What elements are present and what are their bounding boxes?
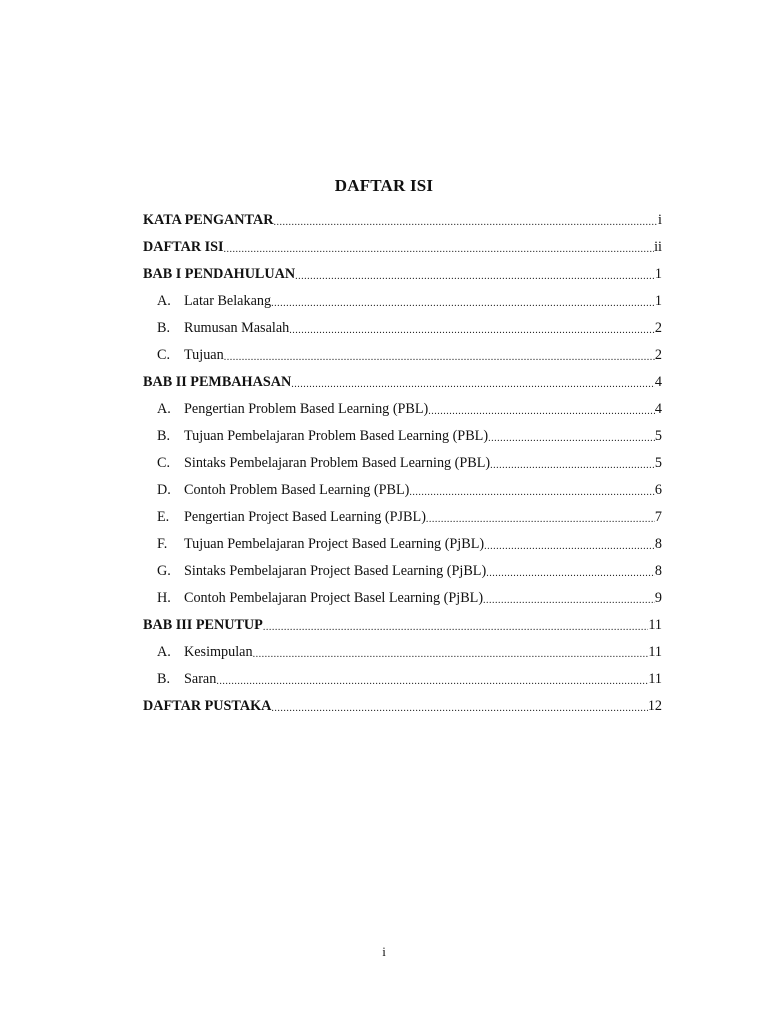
toc-entry-letter: A. xyxy=(157,401,171,417)
toc-page-number: 12 xyxy=(647,698,662,714)
toc-entry-label xyxy=(143,239,224,256)
toc-dot-leader xyxy=(273,218,658,228)
toc-dot-leader xyxy=(263,623,649,633)
toc-entry-label xyxy=(143,617,263,634)
toc-subsection-entry xyxy=(143,315,662,342)
toc-entry-label xyxy=(157,482,409,499)
toc-dot-leader xyxy=(253,650,649,660)
toc-entry-label xyxy=(143,698,271,715)
toc-dot-leader xyxy=(289,326,655,336)
toc-entry-title: Sintaks Pembelajaran Problem Based Learning (PBL) xyxy=(184,455,491,471)
toc-dot-leader xyxy=(488,434,655,444)
toc-page-number: 5 xyxy=(654,455,662,471)
toc-entry-title: BAB I PENDAHULUAN xyxy=(143,266,296,282)
toc-chapter-entry xyxy=(143,693,662,720)
toc-entry-label xyxy=(143,212,273,229)
toc-subsection-entry xyxy=(143,342,662,369)
toc-subsection-entry xyxy=(143,288,662,315)
toc-entry-label xyxy=(157,320,289,337)
toc-entry-label xyxy=(157,536,484,553)
toc-entry-title: Rumusan Masalah xyxy=(184,320,290,336)
toc-chapter-entry xyxy=(143,234,662,261)
toc-page-number: 4 xyxy=(654,374,662,390)
toc-entry-label xyxy=(157,293,271,310)
toc-entry-letter: B. xyxy=(157,320,171,336)
toc-chapter-entry xyxy=(143,261,662,288)
toc-entry-title: Kesimpulan xyxy=(184,644,253,660)
toc-subsection-entry xyxy=(143,585,662,612)
toc-dot-leader xyxy=(490,461,655,471)
toc-dot-leader xyxy=(271,299,655,309)
toc-entry-title: Tujuan Pembelajaran Problem Based Learning (PBL) xyxy=(184,428,489,444)
footer-page-number: i xyxy=(382,944,386,959)
toc-chapter-entry xyxy=(143,207,662,234)
toc-subsection-entry xyxy=(143,666,662,693)
toc-entry-letter: H. xyxy=(157,590,171,606)
toc-subsection-entry xyxy=(143,558,662,585)
toc-entry-label xyxy=(157,428,488,445)
toc-page-number: 1 xyxy=(654,293,662,309)
toc-entry-letter: C. xyxy=(157,347,171,363)
toc-entry-letter: G. xyxy=(157,563,171,579)
toc-page-number: 9 xyxy=(654,590,662,606)
toc-dot-leader xyxy=(483,596,655,606)
toc-page-number: 6 xyxy=(654,482,662,498)
toc-chapter-entry xyxy=(143,612,662,639)
toc-entry-title: DAFTAR ISI xyxy=(143,239,224,255)
table-of-contents xyxy=(143,207,662,720)
toc-entry-title: Tujuan Pembelajaran Project Based Learning (PjBL) xyxy=(184,536,485,552)
toc-chapter-entry xyxy=(143,369,662,396)
toc-dot-leader xyxy=(216,677,648,687)
toc-subsection-entry xyxy=(143,477,662,504)
toc-entry-label xyxy=(157,671,216,688)
toc-dot-leader xyxy=(428,407,655,417)
toc-entry-label xyxy=(157,563,486,580)
toc-entry-label xyxy=(157,401,428,418)
toc-dot-leader xyxy=(426,515,655,525)
toc-dot-leader xyxy=(295,272,655,282)
toc-dot-leader xyxy=(486,569,655,579)
toc-entry-title: BAB III PENUTUP xyxy=(143,617,263,633)
toc-entry-letter: A. xyxy=(157,644,171,660)
toc-subsection-entry xyxy=(143,639,662,666)
toc-page-number: 11 xyxy=(648,644,662,660)
toc-entry-title: Pengertian Problem Based Learning (PBL) xyxy=(184,401,429,417)
toc-entry-letter: B. xyxy=(157,671,171,687)
toc-subsection-entry xyxy=(143,450,662,477)
toc-entry-title: Sintaks Pembelajaran Project Based Learning (PjBL) xyxy=(184,563,487,579)
toc-dot-leader xyxy=(224,353,655,363)
toc-entry-label xyxy=(157,644,253,661)
toc-entry-title: Tujuan xyxy=(184,347,224,363)
toc-subsection-entry xyxy=(143,396,662,423)
toc-dot-leader xyxy=(271,704,647,714)
toc-dot-leader xyxy=(409,488,655,498)
toc-page-number: 11 xyxy=(648,617,662,633)
toc-dot-leader xyxy=(484,542,655,552)
toc-subsection-entry xyxy=(143,423,662,450)
toc-entry-label xyxy=(143,374,291,391)
toc-page-number: 5 xyxy=(654,428,662,444)
page-title: DAFTAR ISI xyxy=(334,176,434,195)
toc-page-number: 2 xyxy=(654,347,662,363)
toc-page-number: 8 xyxy=(654,536,662,552)
toc-page-number: 4 xyxy=(654,401,662,417)
toc-page-number: ii xyxy=(654,239,662,255)
toc-dot-leader xyxy=(291,380,655,390)
toc-entry-label xyxy=(143,266,295,283)
toc-entry-letter: C. xyxy=(157,455,171,471)
toc-entry-letter: F. xyxy=(157,536,168,552)
toc-entry-label xyxy=(157,455,490,472)
toc-entry-label xyxy=(157,509,426,526)
toc-entry-title: Latar Belakang xyxy=(184,293,272,309)
toc-entry-title: KATA PENGANTAR xyxy=(143,212,274,228)
toc-subsection-entry xyxy=(143,504,662,531)
toc-entry-letter: D. xyxy=(157,482,171,498)
toc-entry-title: Saran xyxy=(184,671,217,687)
toc-entry-letter: B. xyxy=(157,428,171,444)
toc-entry-title: Contoh Problem Based Learning (PBL) xyxy=(184,482,410,498)
toc-page-number: 8 xyxy=(654,563,662,579)
toc-page-number: 7 xyxy=(654,509,662,525)
toc-page-number: i xyxy=(658,212,662,228)
toc-entry-letter: E. xyxy=(157,509,170,525)
toc-entry-title: DAFTAR PUSTAKA xyxy=(143,698,272,714)
toc-dot-leader xyxy=(224,245,655,255)
toc-entry-letter: A. xyxy=(157,293,171,309)
toc-entry-title: Contoh Pembelajaran Project Basel Learning (PjBL) xyxy=(184,590,484,606)
toc-entry-label xyxy=(157,590,483,607)
toc-page-number: 1 xyxy=(654,266,662,282)
toc-page-number: 2 xyxy=(654,320,662,336)
toc-entry-title: BAB II PEMBAHASAN xyxy=(143,374,292,390)
toc-subsection-entry xyxy=(143,531,662,558)
toc-page-number: 11 xyxy=(648,671,662,687)
toc-entry-title: Pengertian Project Based Learning (PJBL) xyxy=(184,509,426,525)
toc-entry-label xyxy=(157,347,224,364)
